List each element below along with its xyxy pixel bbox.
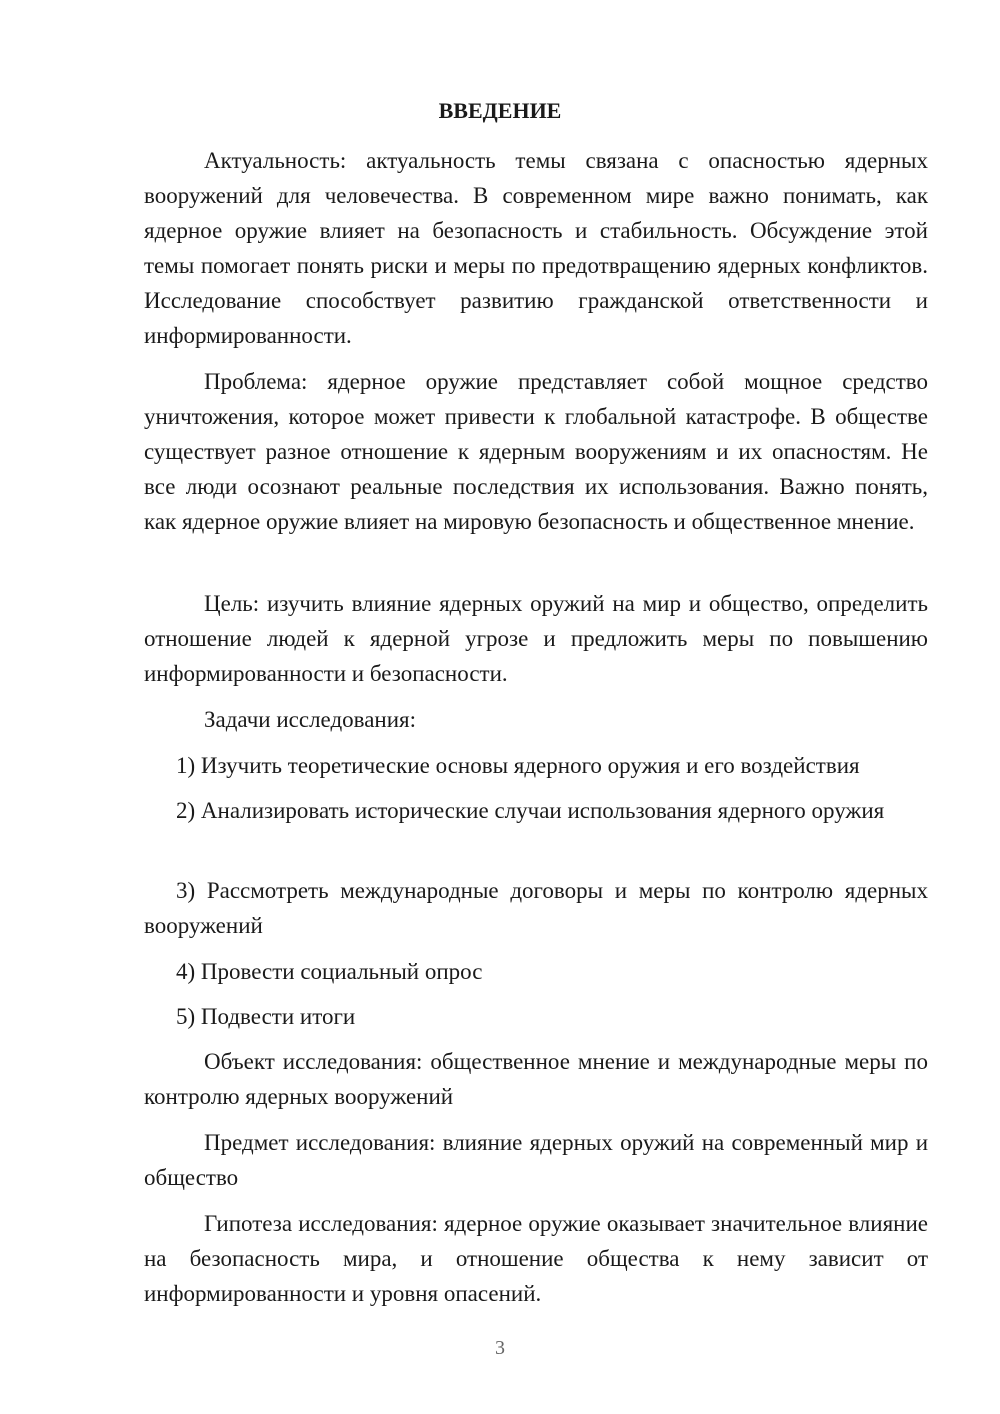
task-item-3: 3) Рассмотреть международные договоры и меры по контролю ядерных вооружений: [144, 878, 928, 938]
relevance-paragraph: Актуальность: актуальность темы связана с опасностью ядерных вооружений для человечества. В современном мире важно понимать, как ядерное оружие влияет на безопасность и стабильность. Обсуждение этой темы помогает понять риски и меры по предотвращению ядерных конфликтов. Исследование способствует развитию гражданской ответственности и информированности.: [144, 148, 928, 348]
problem-paragraph: Проблема: ядерное оружие представляет собой мощное средство уничтожения, которое может привести к глобальной катастрофе. В обществе существует разное отношение к ядерным вооружениям и их опасностям. Не все люди осознают реальные последствия их использования. Важно понять, как ядерное оружие влияет на мировую безопасность и общественное мнение.: [144, 369, 928, 534]
page-title: ВВЕДЕНИЕ: [438, 98, 562, 123]
hypothesis-paragraph: Гипотеза исследования: ядерное оружие оказывает значительное влияние на безопасность мира, и отношение общества к нему зависит от информированности и уровня опасений.: [144, 1211, 928, 1306]
subject-paragraph: Предмет исследования: влияние ядерных оружий на современный мир и общество: [144, 1130, 928, 1190]
tasks-heading: Задачи исследования:: [204, 707, 417, 732]
task-item-4: 4) Провести социальный опрос: [176, 959, 483, 984]
task-item-1: 1) Изучить теоретические основы ядерного оружия и его воздействия: [176, 753, 860, 778]
goal-paragraph: Цель: изучить влияние ядерных оружий на мир и общество, определить отношение людей к ядерной угрозе и предложить меры по повышению информированности и безопасности.: [144, 591, 928, 686]
task-item-2: 2) Анализировать исторические случаи использования ядерного оружия: [176, 798, 885, 823]
object-paragraph: Объект исследования: общественное мнение и международные меры по контролю ядерных вооружений: [144, 1049, 928, 1109]
page-number: 3: [495, 1337, 505, 1359]
task-item-5: 5) Подвести итоги: [176, 1004, 356, 1029]
